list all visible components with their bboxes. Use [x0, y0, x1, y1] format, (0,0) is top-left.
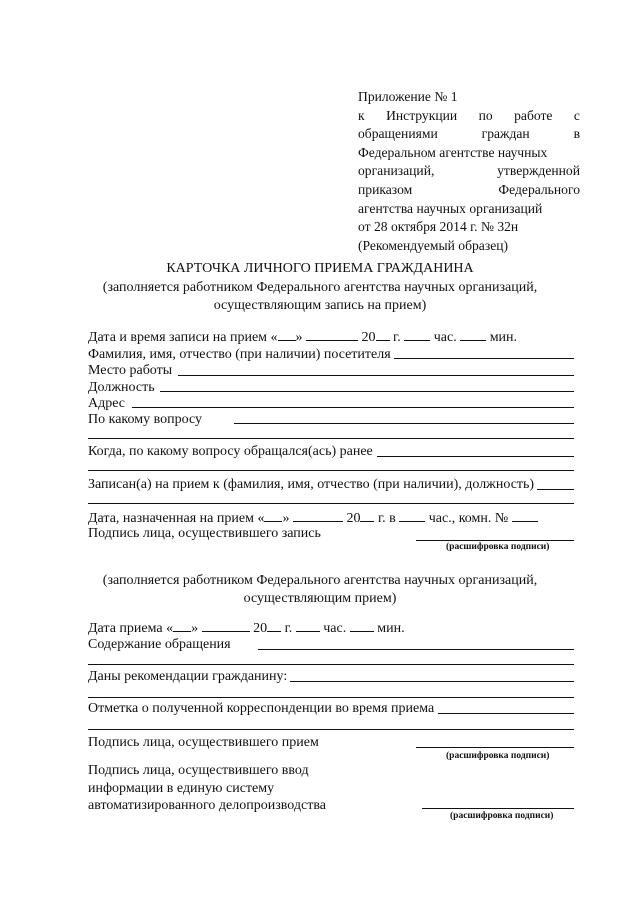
day-field[interactable] [173, 619, 191, 632]
label: мин. [489, 330, 518, 345]
hour-field[interactable] [399, 509, 425, 522]
word: Инструкции [386, 107, 458, 123]
fio-row [88, 346, 391, 363]
content-line-2[interactable] [88, 664, 574, 665]
word: в [573, 126, 580, 142]
question-label: По какому вопросу [88, 412, 202, 427]
input-signature-caption: (расшифровка подписи) [450, 811, 554, 821]
address-line[interactable] [132, 407, 574, 408]
label: час. [433, 330, 457, 345]
content-row [88, 636, 231, 653]
workplace-line[interactable] [178, 375, 574, 376]
question-line[interactable] [234, 423, 574, 424]
note-line: (заполняется работником Федерального агентства научных организаций, [102, 280, 538, 295]
signature-line[interactable] [416, 747, 574, 748]
label: 20 [361, 330, 376, 345]
label: мин. [377, 621, 405, 636]
hour-field[interactable] [296, 619, 320, 632]
scheduled-line-2[interactable] [88, 503, 574, 504]
scheduled-line[interactable] [537, 489, 574, 490]
word: по [478, 107, 493, 123]
label: » [282, 511, 290, 526]
signature-label: Подпись лица, осуществившего запись [88, 526, 321, 541]
reception-signature-row [88, 734, 319, 751]
label: » [191, 621, 199, 636]
position-line[interactable] [160, 391, 574, 392]
question-row [88, 411, 202, 428]
room-field[interactable] [512, 509, 538, 522]
signature-caption: (расшифровка подписи) [446, 751, 550, 761]
day-field[interactable] [278, 328, 296, 341]
note-line: (заполняется работником Федерального агентства научных организаций, [102, 573, 538, 588]
correspondence-line[interactable] [438, 713, 574, 714]
fio-line[interactable] [394, 358, 574, 359]
workplace-row [88, 362, 172, 379]
fio-label: Фамилия, имя, отчество (при наличии) посетителя [88, 347, 391, 362]
section2-note [0, 572, 640, 608]
correspondence-label: Отметка о полученной корреспонденции во время приема [88, 701, 435, 716]
section1-note [0, 279, 640, 315]
appendix-block [358, 88, 580, 255]
question-line-2[interactable] [88, 438, 574, 439]
signature-label: Подпись лица, осуществившего прием [88, 735, 319, 750]
appendix-line: Федеральном агентстве научных [358, 144, 548, 160]
year-field[interactable] [360, 509, 374, 522]
address-row [88, 395, 125, 412]
year-field[interactable] [267, 619, 281, 632]
word: граждан [481, 126, 530, 142]
word: организаций, [358, 163, 435, 179]
content-label: Содержание обращения [88, 637, 231, 652]
appendix-sample-note: (Рекомендуемый образец) [358, 237, 509, 253]
label: 20 [253, 621, 268, 636]
input-label-line: автоматизированного делопроизводства [88, 798, 326, 813]
word: работе [514, 107, 553, 123]
label: г. в [377, 511, 396, 526]
label: г. [393, 330, 401, 345]
appendix-line [358, 107, 580, 126]
previous-line[interactable] [377, 456, 574, 457]
signature-line[interactable] [416, 540, 574, 541]
appendix-line [358, 162, 580, 181]
correspondence-row [88, 700, 434, 717]
label: Дата, назначенная на прием « [88, 511, 265, 526]
correspondence-line-2[interactable] [88, 729, 574, 730]
recommendations-row [88, 668, 287, 685]
label: Дата и время записи на прием « [88, 330, 278, 345]
input-signature-line[interactable] [422, 808, 574, 809]
word: Федерального [498, 181, 580, 197]
position-row [88, 379, 155, 396]
word: приказом [358, 181, 413, 197]
visit-datetime-row [88, 328, 517, 346]
appendix-line: агентства научных организаций [358, 200, 543, 216]
signature-caption: (расшифровка подписи) [446, 542, 550, 552]
label: час. [323, 621, 347, 636]
word: с [573, 107, 580, 123]
recommendations-line[interactable] [290, 681, 574, 682]
label: г. [284, 621, 293, 636]
month-field[interactable] [293, 509, 343, 522]
month-field[interactable] [306, 328, 358, 341]
label: час., комн. № [428, 511, 509, 526]
position-label: Должность [88, 380, 155, 395]
label: » [295, 330, 303, 345]
word: к [358, 107, 365, 123]
day-field[interactable] [264, 509, 282, 522]
previous-label: Когда, по какому вопросу обращался(ась) ранее [88, 444, 373, 459]
note-line: осуществляющим запись на прием) [213, 298, 427, 313]
word: обращениями [358, 126, 438, 142]
appendix-line [358, 125, 580, 144]
recommendations-line-2[interactable] [88, 697, 574, 698]
content-line[interactable] [258, 649, 574, 650]
signature-row [88, 525, 321, 542]
workplace-label: Место работы [88, 363, 173, 378]
input-label-line: информации в единую систему [88, 780, 275, 796]
appendix-order: от 28 октября 2014 г. № 32н [358, 219, 519, 235]
month-field[interactable] [202, 619, 250, 632]
previous-line-2[interactable] [88, 470, 574, 471]
year-field[interactable] [376, 328, 390, 341]
minute-field[interactable] [460, 328, 486, 341]
input-signature-block [88, 762, 326, 815]
previous-row [88, 443, 373, 460]
input-label-line: Подпись лица, осуществившего ввод [88, 763, 309, 778]
reception-date-row [88, 619, 405, 637]
recommendations-label: Даны рекомендации гражданину: [88, 669, 288, 684]
word: утвержденной [497, 163, 580, 179]
card-title: КАРТОЧКА ЛИЧНОГО ПРИЕМА ГРАЖДАНИНА [166, 261, 474, 276]
note-line: осуществляющим прием) [243, 591, 397, 606]
label: 20 [346, 511, 361, 526]
hour-field[interactable] [404, 328, 430, 341]
scheduled-row [88, 476, 534, 493]
appendix-number: Приложение № 1 [358, 89, 458, 104]
scheduled-label: Записан(а) на прием к (фамилия, имя, отчество (при наличии), должность) [88, 477, 535, 492]
appendix-line [358, 181, 580, 200]
label: Дата приема « [88, 621, 174, 636]
minute-field[interactable] [350, 619, 374, 632]
address-label: Адрес [88, 396, 126, 411]
